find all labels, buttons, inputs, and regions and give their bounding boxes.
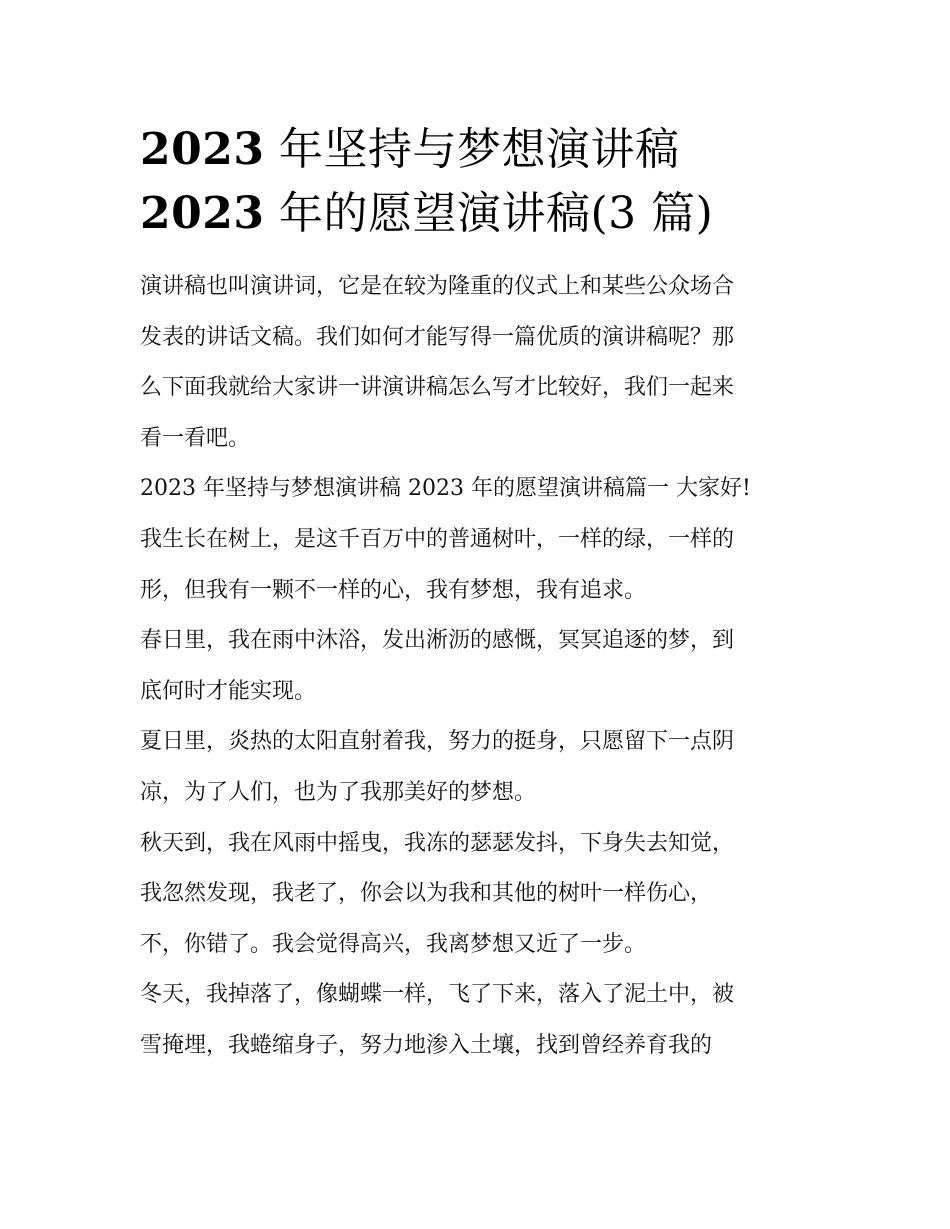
document-body xyxy=(140,262,812,1072)
text-line: 秋天到，我在风雨中摇曳，我冻的瑟瑟发抖，下身失去知觉， xyxy=(140,830,735,856)
text-line: 看一看吧。 xyxy=(140,425,251,451)
title-year: 2023 xyxy=(140,188,265,239)
text-line: 夏日里，炎热的太阳直射着我，努力的挺身，只愿留下一点阴 xyxy=(140,729,735,755)
paragraph-spring xyxy=(140,616,812,717)
document-title xyxy=(140,118,812,246)
paragraph-autumn xyxy=(140,819,812,971)
title-line-1 xyxy=(140,118,812,182)
text-line: 么下面我就给大家讲一讲演讲稿怎么写才比较好，我们一起来 xyxy=(140,375,735,401)
text-line: 春日里，我在雨中沐浴，发出淅沥的感慨，冥冥追逐的梦，到 xyxy=(140,628,735,654)
text-line: 2023 年坚持与梦想演讲稿 2023 年的愿望演讲稿篇一 大家好! xyxy=(140,476,751,502)
text-line: 演讲稿也叫演讲词，它是在较为隆重的仪式上和某些公众场合 xyxy=(140,274,735,299)
text-line: 我忽然发现，我老了，你会以为我和其他的树叶一样伤心， xyxy=(140,881,713,907)
document-content xyxy=(140,118,812,1072)
text-line: 雪掩埋，我蜷缩身子，努力地渗入土壤，找到曾经养育我的 xyxy=(140,1032,713,1058)
text-line: 我生长在树上，是这千百万中的普通树叶，一样的绿，一样的 xyxy=(140,526,735,552)
paragraph-intro xyxy=(140,262,812,464)
text-line: 发表的讲话文稿。我们如何才能写得一篇优质的演讲稿呢？那 xyxy=(140,324,735,350)
title-year: 2023 xyxy=(140,124,265,175)
text-line: 凉，为了人们，也为了我那美好的梦想。 xyxy=(140,779,537,805)
paragraph-summer xyxy=(140,717,812,818)
text-line: 形，但我有一颗不一样的心，我有梦想，我有追求。 xyxy=(140,577,647,603)
paragraph-heading xyxy=(140,464,812,515)
text-line: 冬天，我掉落了，像蝴蝶一样，飞了下来，落入了泥土中，被 xyxy=(140,982,735,1008)
paragraph-leaf xyxy=(140,515,812,616)
text-line: 底何时才能实现。 xyxy=(140,678,317,704)
paragraph-winter xyxy=(140,970,812,1071)
title-text: 年坚持与梦想演讲稿 xyxy=(264,124,680,175)
title-text: 年的愿望演讲稿(3 篇) xyxy=(264,188,714,239)
title-line-2 xyxy=(140,182,812,246)
text-line: 不，你错了。我会觉得高兴，我离梦想又近了一步。 xyxy=(140,931,647,957)
